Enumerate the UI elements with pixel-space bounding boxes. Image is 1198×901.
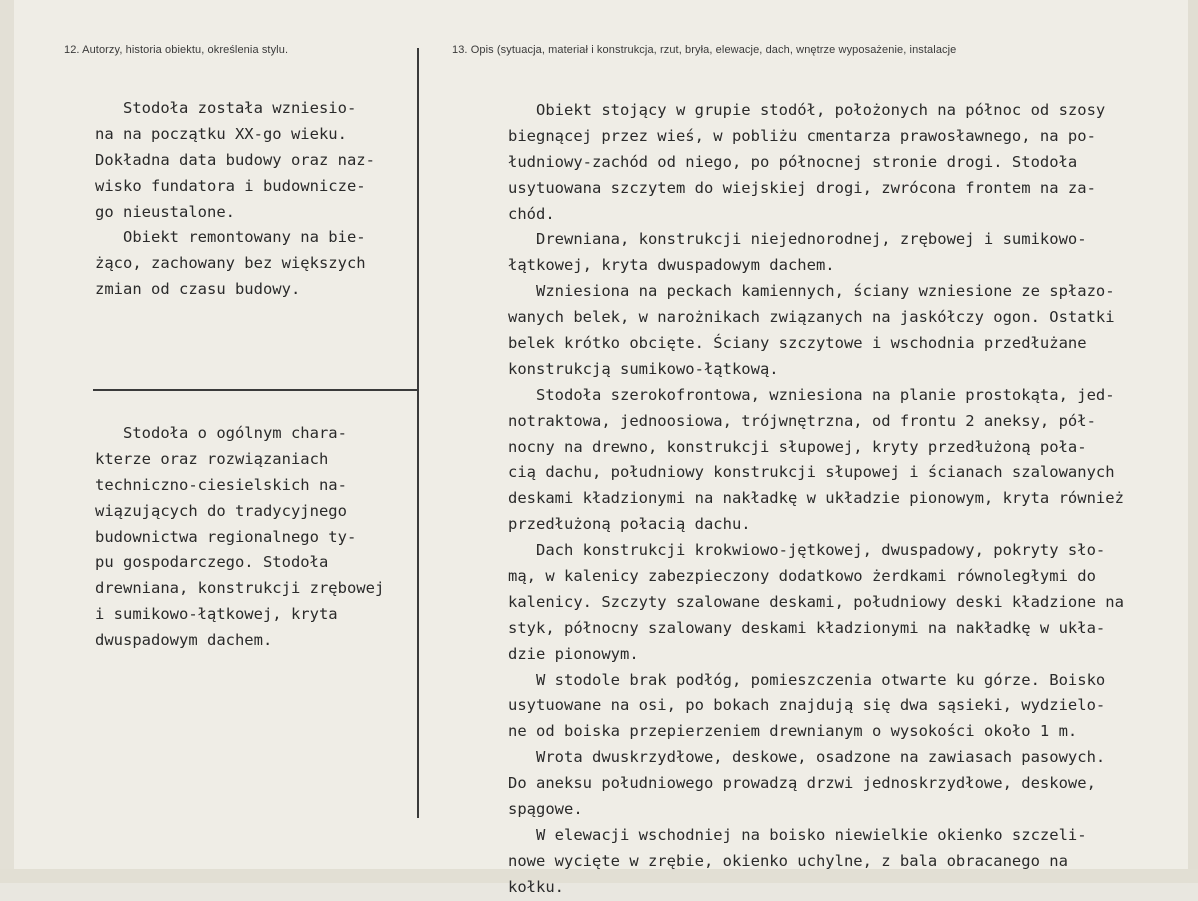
description-text-line: W elewacji wschodniej na boisko niewielkie okienko szczeli- (508, 825, 1087, 844)
style-text-block (95, 421, 384, 654)
description-text-line: wanych belek, w narożnikach związanych na jaskółczy ogon. Ostatki (508, 308, 1115, 327)
history-text-line: na na początku XX-go wieku. (95, 124, 347, 143)
description-text-line: biegnącej przez wieś, w pobliżu cmentarza prawosławnego, na po- (508, 126, 1096, 145)
style-text-line: budownictwa regionalnego ty- (95, 527, 357, 546)
column-divider (417, 48, 419, 818)
style-text-line: Stodoła o ogólnym chara- (95, 424, 347, 442)
description-text-line: nowe wycięte w zrębie, okienko uchylne, z bala obracanego na (508, 851, 1068, 870)
description-text-line: deskami kładzionymi na nakładkę w układzie pionowym, kryta również (508, 489, 1124, 508)
description-text-line: Obiekt stojący w grupie stodół, położonych na północ od szosy (508, 101, 1106, 119)
description-text-line: Dach konstrukcji krokwiowo-jętkowej, dwuspadowy, pokryty sło- (508, 541, 1106, 560)
description-text-line: ne od boiska przepierzeniem drewnianym o wysokości około 1 m. (508, 722, 1078, 741)
description-text-line: Wzniesiona na peckach kamiennych, ściany wzniesione ze spłazo- (508, 282, 1115, 301)
page-left-edge (0, 0, 14, 883)
history-text-line: Stodoła została wzniesio- (95, 99, 357, 117)
description-text-line: chód. (508, 204, 555, 223)
description-text-line: łątkowej, kryta dwuspadowym dachem. (508, 256, 835, 275)
style-text-line: dwuspadowym dachem. (95, 631, 273, 650)
description-text-line: konstrukcją sumikowo-łątkową. (508, 359, 779, 378)
section-13-header: 13. Opis (sytuacja, materiał i konstrukcja, rzut, bryła, elewacje, dach, wnętrze wyposażenie, instalacje (452, 44, 957, 56)
description-text-line: styk, północny szalowany deskami kładzionymi na nakładkę w ukła- (508, 618, 1106, 637)
style-text-line: wiązujących do tradycyjnego (95, 501, 347, 520)
description-text-line: kołku. (508, 877, 564, 896)
description-text-line: dzie pionowym. (508, 644, 639, 663)
page-right-edge (1188, 0, 1198, 883)
left-section-divider (93, 389, 418, 391)
history-text-block (95, 96, 375, 303)
description-text-line: mą, w kalenicy zabezpieczony dodatkowo żerdkami równoległymi do (508, 567, 1096, 586)
description-text-line: kalenicy. Szczyty szalowane deskami, południowy deski kładzione na (508, 592, 1124, 611)
description-text-line: Drewniana, konstrukcji niejednorodnej, zrębowej i sumikowo- (508, 230, 1087, 249)
history-text-line: żąco, zachowany bez większych (95, 254, 366, 273)
history-text-line: Obiekt remontowany na bie- (95, 228, 366, 247)
description-text-line: spągowe. (508, 800, 583, 819)
description-text-line: belek krótko obcięte. Ściany szczytowe i wschodnia przedłużane (508, 334, 1087, 353)
history-text-line: Dokładna data budowy oraz naz- (95, 150, 375, 169)
description-text-line: Wrota dwuskrzydłowe, deskowe, osadzone na zawiasach pasowych. (508, 748, 1106, 767)
description-text-line: Stodoła szerokofrontowa, wzniesiona na planie prostokąta, jed- (508, 385, 1115, 404)
description-text-line: usytuowana szczytem do wiejskiej drogi, zwrócona frontem na za- (508, 178, 1096, 197)
style-text-line: pu gospodarczego. Stodoła (95, 553, 329, 572)
style-text-line: kterze oraz rozwiązaniach (95, 449, 329, 468)
description-text-line: Do aneksu południowego prowadzą drzwi jednoskrzydłowe, deskowe, (508, 774, 1096, 793)
style-text-line: techniczno-ciesielskich na- (95, 475, 347, 494)
history-text-line: zmian od czasu budowy. (95, 280, 301, 299)
description-text-line: łudniowy-zachód od niego, po północnej stronie drogi. Stodoła (508, 152, 1078, 171)
style-text-line: i sumikowo-łątkowej, kryta (95, 605, 338, 624)
description-text-line: notraktowa, jednoosiowa, trójwnętrzna, od frontu 2 aneksy, pół- (508, 411, 1096, 430)
section-12-header: 12. Autorzy, historia obiektu, określenia stylu. (64, 44, 289, 56)
description-text-line: nocny na drewno, konstrukcji słupowej, kryty przedłużoną poła- (508, 437, 1087, 456)
description-text-line: cią dachu, południowy konstrukcji słupowej i ścianach szalowanych (508, 463, 1115, 482)
history-text-line: wisko fundatora i budownicze- (95, 176, 366, 195)
description-text-line: przedłużoną połacią dachu. (508, 515, 751, 534)
history-text-line: go nieustalone. (95, 202, 235, 221)
description-text-line: usytuowane na osi, po bokach znajdują się dwa sąsieki, wydzielo- (508, 696, 1106, 715)
description-text-block (508, 98, 1124, 901)
style-text-line: drewniana, konstrukcji zrębowej (95, 579, 385, 598)
description-text-line: W stodole brak podłóg, pomieszczenia otwarte ku górze. Boisko (508, 670, 1106, 689)
